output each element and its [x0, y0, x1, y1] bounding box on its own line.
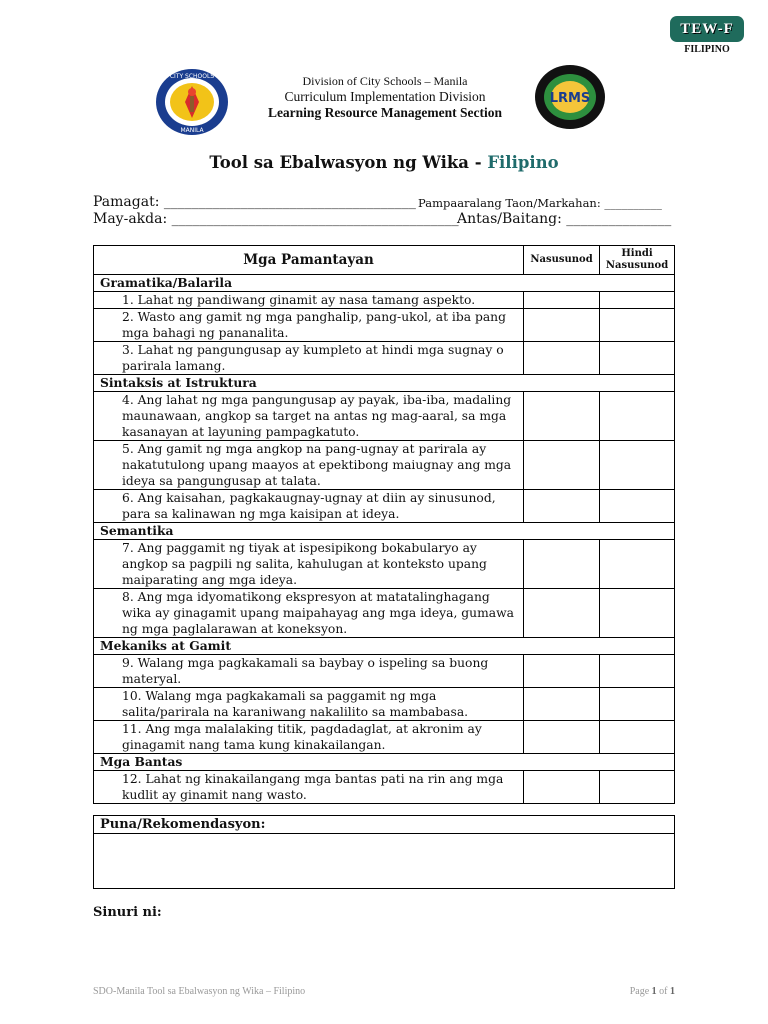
document-code-badge: TEW-F [670, 16, 744, 42]
hindi-nasusunod-cell[interactable] [600, 490, 675, 523]
nasusunod-cell[interactable] [524, 342, 600, 375]
hindi-nasusunod-cell[interactable] [600, 589, 675, 638]
antas-field[interactable]: Antas/Baitang: _______________ [457, 211, 672, 227]
pamagat-field[interactable]: Pamagat: ____________________________________ [93, 194, 416, 210]
page-of: of [656, 986, 670, 997]
hindi-nasusunod-cell[interactable] [600, 540, 675, 589]
header-mga-pamantayan: Mga Pamantayan [94, 246, 524, 275]
category-bantas: Mga Bantas [94, 754, 675, 771]
table-row [94, 589, 675, 638]
page-total: 1 [670, 986, 675, 997]
table-row [94, 721, 675, 754]
hindi-nasusunod-cell[interactable] [600, 342, 675, 375]
nasusunod-cell[interactable] [524, 655, 600, 688]
criterion-text: 9. Walang mga pagkakamali sa baybay o ispeling sa buong materyal. [94, 655, 524, 688]
footer-text: SDO-Manila Tool sa Ebalwasyon ng Wika – Filipino [93, 986, 306, 997]
hindi-nasusunod-cell[interactable] [600, 441, 675, 490]
may-akda-field[interactable]: May-akda: _________________________________________ [93, 211, 459, 227]
criterion-text: 10. Walang mga pagkakamali sa paggamit ng mga salita/parirala na karaniwang nakalilito sa mambabasa. [94, 688, 524, 721]
criterion-text: 12. Lahat ng kinakailangang mga bantas pati na rin ang mga kudlit ay ginamit nang wasto. [94, 771, 524, 804]
header-nasusunod: Nasusunod [524, 246, 600, 275]
table-row [94, 292, 675, 309]
hindi-nasusunod-cell[interactable] [600, 688, 675, 721]
criterion-text: 3. Lahat ng pangungusap ay kumpleto at hindi mga sugnay o parirala lamang. [94, 342, 524, 375]
nasusunod-cell[interactable] [524, 771, 600, 804]
table-row [94, 342, 675, 375]
table-row [94, 309, 675, 342]
header-lrms: Learning Resource Management Section [267, 105, 503, 120]
criterion-text: 2. Wasto ang gamit ng mga panghalip, pang-ukol, at iba pang mga bahagi ng pananalita. [94, 309, 524, 342]
page-current: 1 [651, 986, 657, 997]
table-row [94, 655, 675, 688]
table-row [94, 392, 675, 441]
svg-text:CITY SCHOOLS: CITY SCHOOLS [169, 73, 215, 80]
header-division: Division of City Schools – Manila [302, 74, 468, 88]
nasusunod-cell[interactable] [524, 292, 600, 309]
criterion-text: 8. Ang mga idyomatikong ekspresyon at matatalinghagang wika ay ginagamit upang maipahayag ang mga ideya, gumawa ng mga paglalarawan at koneksyon. [94, 589, 524, 638]
category-row [94, 754, 675, 771]
page-prefix: Page [629, 986, 652, 997]
criteria-table [93, 245, 675, 804]
criterion-text: 11. Ang mga malalaking titik, pagdadaglat, at akronim ay ginagamit nang tama kung kinakailangan. [94, 721, 524, 754]
category-row [94, 523, 675, 540]
puna-textarea[interactable] [94, 834, 675, 889]
sinuri-label: Sinuri ni: [93, 905, 162, 920]
criterion-text: 5. Ang gamit ng mga angkop na pang-ugnay at parirala ay nakatutulong upang maayos at epektibong maiugnay ang mga ideya sa pangungusap at talata. [94, 441, 524, 490]
criterion-text: 4. Ang lahat ng mga pangungusap ay payak, iba-iba, madaling maunawaan, angkop sa target na antas ng mag-aaral, sa mga kasanayan at layuning pampagkatuto. [94, 392, 524, 441]
hindi-nasusunod-cell[interactable] [600, 309, 675, 342]
table-row [94, 688, 675, 721]
page-title [0, 153, 768, 172]
header-curriculum: Curriculum Implementation Division [284, 89, 486, 104]
category-row [94, 275, 675, 292]
hindi-nasusunod-cell[interactable] [600, 655, 675, 688]
nasusunod-cell[interactable] [524, 441, 600, 490]
category-sintaksis: Sintaksis at Istruktura [94, 375, 675, 392]
title-subject: Filipino [487, 153, 559, 172]
puna-label: Puna/Rekomendasyon: [94, 816, 675, 834]
nasusunod-cell[interactable] [524, 392, 600, 441]
header-hindi-nasusunod: Hindi Nasusunod [600, 246, 675, 275]
nasusunod-cell[interactable] [524, 309, 600, 342]
table-row [94, 540, 675, 589]
table-row [94, 490, 675, 523]
criterion-text: 6. Ang kaisahan, pagkakaugnay-ugnay at diin ay sinusunod, para sa kalinawan ng mga kaisipan at ideya. [94, 490, 524, 523]
table-row [94, 771, 675, 804]
criterion-text: 1. Lahat ng pandiwang ginamit ay nasa tamang aspekto. [94, 292, 524, 309]
subject-label: FILIPINO [684, 44, 730, 55]
category-row [94, 375, 675, 392]
nasusunod-cell[interactable] [524, 540, 600, 589]
hindi-nasusunod-cell[interactable] [600, 771, 675, 804]
category-semantika: Semantika [94, 523, 675, 540]
hindi-nasusunod-cell[interactable] [600, 721, 675, 754]
page-number [630, 986, 675, 997]
category-gramatika: Gramatika/Balarila [94, 275, 675, 292]
table-header-row [94, 246, 675, 275]
category-row [94, 638, 675, 655]
svg-text:MANILA: MANILA [180, 127, 204, 134]
nasusunod-cell[interactable] [524, 688, 600, 721]
category-mekaniks: Mekaniks at Gamit [94, 638, 675, 655]
criterion-text: 7. Ang paggamit ng tiyak at ispesipikong bokabularyo ay angkop sa pagpili ng salita, kahulugan at konteksto upang maiparating ang mga ideya. [94, 540, 524, 589]
nasusunod-cell[interactable] [524, 721, 600, 754]
title-main: Tool sa Ebalwasyon ng Wika - [209, 153, 488, 172]
hindi-nasusunod-cell[interactable] [600, 392, 675, 441]
taon-field[interactable]: Pampaaralang Taon/Markahan: __________ [418, 196, 662, 210]
puna-table [93, 815, 675, 889]
svg-text:LRMS: LRMS [549, 91, 591, 106]
nasusunod-cell[interactable] [524, 589, 600, 638]
nasusunod-cell[interactable] [524, 490, 600, 523]
hindi-nasusunod-cell[interactable] [600, 292, 675, 309]
table-row [94, 441, 675, 490]
